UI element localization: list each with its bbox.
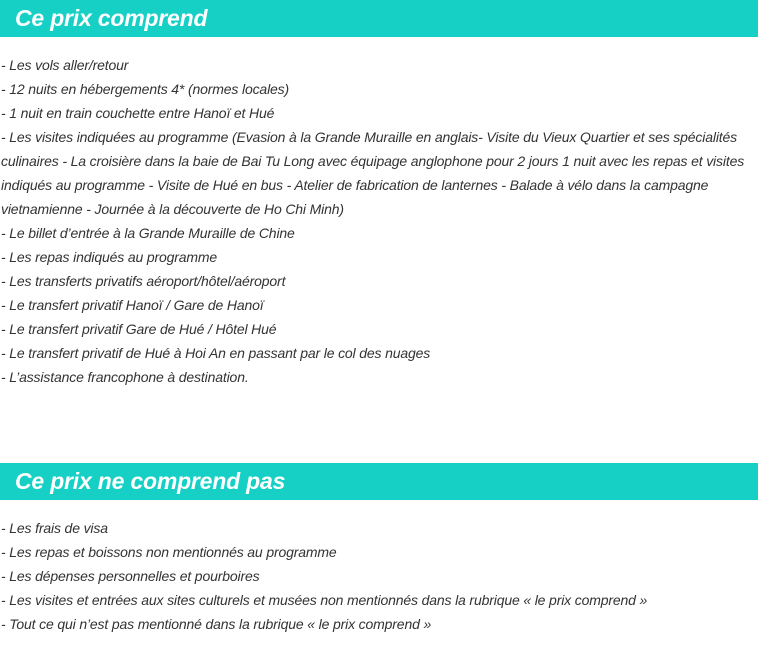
list-item: - 12 nuits en hébergements 4* (normes locales) — [1, 81, 290, 97]
list-item: - Les frais de visa — [1, 520, 108, 536]
price-includes-list — [0, 53, 758, 389]
list-item: - Les repas indiqués au programme — [1, 249, 218, 265]
list-item: - Les transferts privatifs aéroport/hôtel/aéroport — [1, 273, 286, 289]
price-excludes-section — [0, 463, 758, 636]
price-includes-title: Ce prix comprend — [15, 5, 208, 31]
price-excludes-title: Ce prix ne comprend pas — [15, 468, 286, 494]
list-item: - Le billet d’entrée à la Grande Muraille de Chine — [1, 225, 295, 241]
list-item: - Les repas et boissons non mentionnés au programme — [1, 544, 337, 560]
list-item: - Le transfert privatif Hanoï / Gare de Hanoï — [1, 297, 264, 313]
list-item: - Les dépenses personnelles et pourboires — [1, 568, 260, 584]
price-includes-header — [0, 0, 758, 37]
list-item: - Les vols aller/retour — [1, 57, 129, 73]
list-item: - Les visites et entrées aux sites culturels et musées non mentionnés dans la rubrique « le prix comprend » — [1, 592, 648, 608]
list-item: - L’assistance francophone à destination. — [1, 369, 249, 385]
list-item: - Le transfert privatif de Hué à Hoi An en passant par le col des nuages — [1, 345, 431, 361]
list-item: - 1 nuit en train couchette entre Hanoï et Hué — [1, 105, 275, 121]
list-item: - Le transfert privatif Gare de Hué / Hôtel Hué — [1, 321, 277, 337]
price-excludes-list — [0, 516, 758, 636]
price-excludes-header — [0, 463, 758, 500]
list-item: - Les visites indiquées au programme (Evasion à la Grande Muraille en anglais- Visite du Vieux Quartier et ses spécialités culinaires - La croisière dans la baie de Bai Tu Long avec équipage anglophone pour 2 jours 1 nuit avec les repas et visites indiqués au programme - Visite de Hué en bus - Atelier de fabrication de lanternes - Balade à vélo dans la campagne vietnamienne - Journée à la découverte de Ho Chi Minh) — [1, 129, 745, 217]
list-item: - Tout ce qui n’est pas mentionné dans la rubrique « le prix comprend » — [1, 616, 432, 632]
